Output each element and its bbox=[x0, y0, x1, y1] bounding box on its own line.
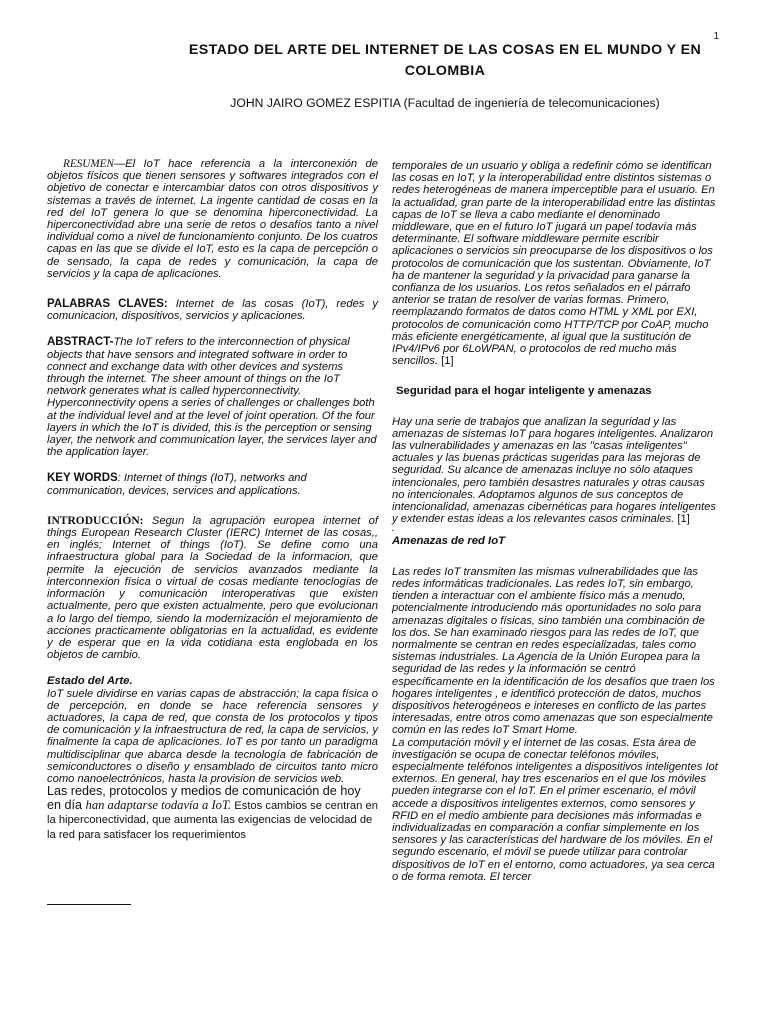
stray-dot: . bbox=[392, 522, 396, 535]
intro-text: Segun la agrupación europea internet of things European Research Cluster (IERC) Internet de las cosas,, en inglés; Internet of things (IoT). Se define como una infraestructura global para la Sociedad de la informacion, que permite la ejecución de servicios avanzados mediante la interconnexion física o virtual de cosas mediante tenoclogías de información y comunicación interoperativas que existen actualmente, pero que existen actualmente, pero que evolucionan a lo largo del tiempo, siendo la modernización el mejoramiento de acciones practicamente obligatorias en la actualidad, es evidente y de esperar que en la vida cotidiana esta englobada en los objetos de cambio. bbox=[47, 514, 378, 662]
intro-paragraph bbox=[47, 515, 378, 661]
abstract-paragraph bbox=[47, 336, 378, 458]
palabras-paragraph bbox=[47, 298, 378, 322]
estado-heading: Estado del Arte. bbox=[47, 675, 133, 688]
citation-1: [1] bbox=[438, 355, 454, 368]
resumen-label: RESUMEN bbox=[63, 158, 114, 170]
right-column bbox=[392, 160, 720, 883]
palabras-label: PALABRAS CLAVES: bbox=[47, 298, 168, 311]
abstract-text: The IoT refers to the interconnection of physical objects that have sensors and integrated software in order to connect and exchange data with other devices and systems through the internet. The sheer amount of things on the IoT network generates what is called hyperconnectivity. Hyperconnectivity opens a series of challenges or challenges both at the individual level and at the level of joint operation. Of the four layers in which the IoT is divided, this is the perception or sensing layer, the network and communication layer, the services layer and the application layer. bbox=[47, 336, 377, 459]
abstract-label: ABSTRACT- bbox=[47, 336, 114, 349]
estado-paragraph: IoT suele dividirse en varias capas de abstracción; la capa física o de percepción, en donde se hace referencia sensores y actuadores, la capa de red, que consta de los protocolos y tipos de comunicación y la infraestructura de red, la capa de servicios, y finalmente la capa de aplicaciones. IoT es por tanto un paradigma multidisciplinar que abarca desde la tecnología de fabricación de semiconductores o diseño y ensamblado de circuitos tanto micro como nanoelectrónicos, hasta la provision de servicios web. bbox=[47, 687, 378, 785]
palabras-text: Internet de las cosas (IoT), redes y comunicacion, dispositivos, servicios y aplicaciones. bbox=[47, 298, 378, 323]
right-paragraph-2-text: Hay una serie de trabajos que analizan la seguridad y las amenazas de sistemas IoT para hogares inteligentes. Analizaron las vulnerabilidades y amenazas en las "casas inteligentes" actuales y las buenas prácticas sugeridas para las mejoras de seguridad. Su alcance de amenazas incluye no sólo ataques intencionales, pero también desastres naturales y otras causas no intencionales. Adoptamos algunos de sus conceptos de intencionalidad, amenazas cibernéticas para hogares inteligentes y extender estas ideas a los relevantes casos criminales. bbox=[392, 415, 717, 526]
footnote-rule bbox=[47, 904, 131, 905]
redes-paragraph bbox=[47, 785, 378, 842]
seguridad-heading: Seguridad para el hogar inteligente y amenazas bbox=[396, 385, 652, 398]
paper-title: ESTADO DEL ARTE DEL INTERNET DE LAS COSAS EN EL MUNDO Y EN COLOMBIA bbox=[188, 42, 702, 79]
citation-2: [1] bbox=[674, 513, 690, 526]
resumen-text: —El IoT hace referencia a la interconexión de objetos físicos que tienen sensores y softwares integrados con el objetivo de conectar e intercambiar datos con otros dispositivos y sistemas a través de internet. La ingente cantidad de cosas en la red del IoT genera lo que se denomina hiperconectividad. La hiperconectividad abre una serie de retos o desafíos tanto a nivel individual como a nivel de funcionamiento conjunto. De los cuatros capas en las que se divide el IoT, esto es la capa de percepción o de sensado, la capa de redes y comunicación, la capa de servicios y la capa de aplicaciones. bbox=[47, 158, 378, 280]
author-line: JOHN JAIRO GOMEZ ESPITIA (Facultad de ingeniería de telecomunicaciones) bbox=[230, 96, 660, 110]
keywords-label: KEY WORDS bbox=[47, 472, 118, 485]
right-paragraph-2 bbox=[392, 416, 720, 526]
right-paragraph-4: La computación móvil y el internet de las cosas. Esta área de investigación se ocupa de conectar teléfonos móviles, especialmente teléfonos inteligentes a dispositivos inteligentes Iot externos. En general, hay tres escenarios en el que los móviles pueden integrarse con el IoT. En el primer escenario, el móvil accede a dispositivos inteligentes externos, como sensores y RFID en el medio ambiente para decisiones más informadas e individualizadas en comparación a confiar simplemente en los sensores y las características del hardware de los móviles. En el segundo escenario, el móvil se puede utilizar para controlar dispositivos de IoT en el entorno, como actuadores, ya sea cerca o de forma remota. El tercer bbox=[392, 736, 718, 883]
page-number: 1 bbox=[713, 31, 719, 42]
keywords-paragraph bbox=[47, 472, 378, 496]
redes-text-1: Las redes, protocolos y medios de comunicación de hoy en día bbox=[47, 784, 361, 812]
keywords-text: : Internet of things (IoT), networks and communication, devices, services and applications. bbox=[47, 472, 307, 497]
left-column bbox=[47, 158, 378, 843]
redes-text-serif: han adaptarse todavía a IoT. bbox=[85, 797, 232, 812]
amenazas-heading: Amenazas de red IoT bbox=[392, 535, 506, 548]
right-paragraph-1-text: temporales de un usuario y obliga a redefinir cómo se identifican las cosas en IoT, y la interoperabilidad entre distintos sistemas o redes heterogéneas de manera imperceptible para el usuario. En la actualidad, gran parte de la interoperabilidad entre las distintas capas de IoT se lleva a cabo mediante el denominado middleware, que en el futuro IoT jugará un papel todavía más determinante. El software middleware permite escribir aplicaciones o servicios sin preocuparse de los dispositivos o los protocolos de comunicación que los sustentan. Obviamente, IoT ha de mantener la seguridad y la privacidad para ganarse la confianza de los usuarios. Los retos señalados en el párrafo anterior se tratan de resolver de varias formas. Primero, reemplazando formatos de datos como HTML y XML por EXI, protocolos de comunicación como HTTP/TCP por CoAP, mucho más eficiente energéticamente, al igual que la sustitución de IPv4/IPv6 por 6LoWPAN, o protocolos de red mucho más sencillos. bbox=[392, 160, 716, 368]
redes-text-2: Estos cambios se centran en la hiperconectividad, que aumenta las exigencias de velocidad de la red para satisfacer los requerimientos bbox=[47, 799, 378, 841]
resumen-paragraph bbox=[47, 158, 378, 280]
right-paragraph-1 bbox=[392, 160, 720, 367]
right-paragraph-3: Las redes IoT transmiten las mismas vulnerabilidades que las redes informáticas tradicionales. Las redes IoT, sin embargo, tienden a interactuar con el ambiente físico más a menudo, potencialmente introduciendo más oportunidades no solo para amenazas digitales o físicas, sino también una combinación de los dos. Se han examinado riesgos para las redes de IoT, que normalmente se centran en redes especializadas, tales como sistemas industriales. La Agencia de la Unión Europea para la seguridad de las redes y la información se centró específicamente en la identificación de los desafíos que traen los hogares inteligentes , e identificó protección de datos, muchos dispositivos heterogéneos e intereses en conflicto de las partes interesadas, entre otros como amenazas que son especialmente común en las redes IoT Smart Home. bbox=[392, 565, 715, 737]
intro-label: INTRODUCCIÓN: bbox=[47, 514, 144, 527]
